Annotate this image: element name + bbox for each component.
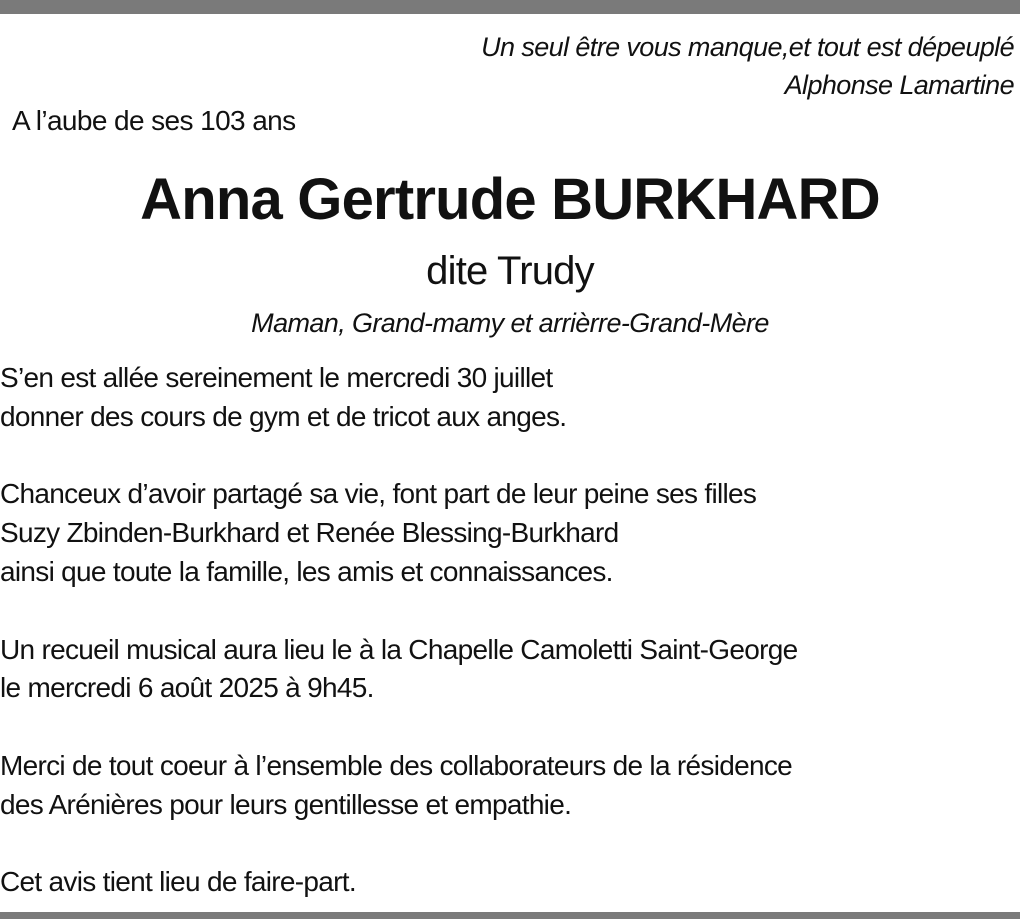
epigraph-author: Alphonse Lamartine [784, 70, 1014, 100]
text-line: le mercredi 6 août 2025 à 9h45. [0, 672, 374, 704]
top-border [0, 0, 1020, 14]
paragraph-family [0, 475, 1010, 591]
text-line: Un recueil musical aura lieu le à la Chapelle Camoletti Saint-George [0, 633, 798, 665]
age-intro: A l’aube de ses 103 ans [12, 105, 296, 136]
announcement-body [0, 359, 1010, 902]
paragraph-passing [0, 359, 1010, 437]
paragraph-thanks [0, 747, 1010, 825]
nickname: dite Trudy [426, 249, 594, 293]
text-line: Chanceux d’avoir partagé sa vie, font part de leur peine ses filles [0, 478, 757, 510]
text-line: donner des cours de gym et de tricot aux anges. [0, 400, 567, 432]
deceased-name: Anna Gertrude BURKHARD [140, 167, 880, 232]
epigraph-text: Un seul être vous manque,et tout est dépeuplé [481, 32, 1014, 62]
text-line: S’en est allée sereinement le mercredi 30 juillet [0, 362, 553, 393]
paragraph-ceremony [0, 631, 1010, 709]
text-line: ainsi que toute la famille, les amis et connaissances. [0, 555, 613, 587]
text-line: des Arénières pour leurs gentillesse et empathie. [0, 788, 572, 820]
paragraph-notice [0, 863, 1010, 902]
text-line: Merci de tout coeur à l’ensemble des collaborateurs de la résidence [0, 749, 793, 781]
text-line: Cet avis tient lieu de faire-part. [0, 866, 356, 898]
family-roles: Maman, Grand-mamy et arrièrre-Grand-Mère [251, 308, 769, 338]
epigraph [481, 28, 1014, 104]
bottom-border [0, 912, 1020, 919]
text-line: Suzy Zbinden-Burkhard et Renée Blessing-Burkhard [0, 517, 619, 549]
